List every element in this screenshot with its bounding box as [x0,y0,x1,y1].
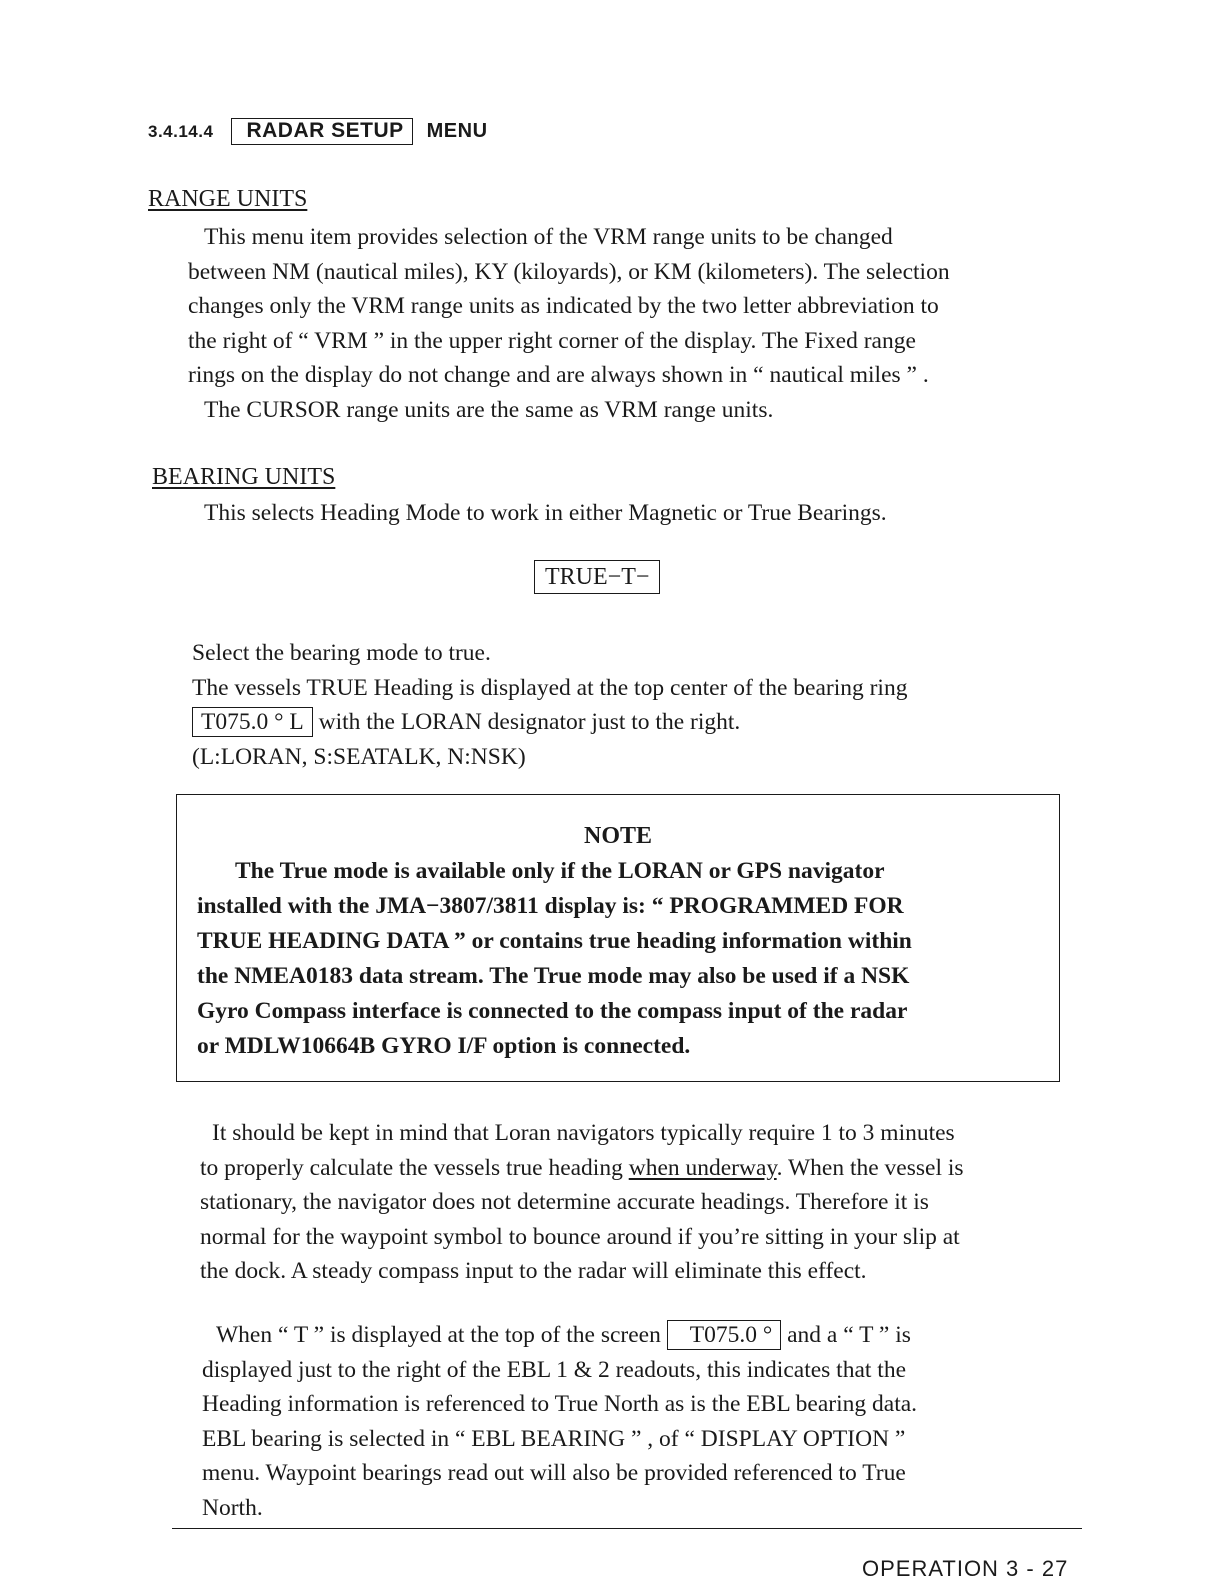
range-units-paragraph [188,220,1072,427]
page-footer: OPERATION 3 - 27 [862,1556,1069,1581]
loran-paragraph [200,1116,1084,1289]
bearing-line: The vessels TRUE Heading is displayed at the top center of the bearing ring [192,674,908,701]
bearing-line: Select the bearing mode to true. [192,640,491,666]
true-north-paragraph [202,1318,1086,1525]
bearing-mode-paragraph [192,636,1052,774]
true-line: menu. Waypoint bearings read out will also be provided referenced to True [202,1460,906,1486]
true-line-part: When “ T ” is displayed at the top of the screen [216,1322,667,1348]
range-units-line: rings on the display do not change and are always shown in “ nautical miles ” . [188,362,929,388]
bearing-line: (L:LORAN, S:SEATALK, N:NSK) [192,743,526,770]
section-number: 3.4.14.4 [148,121,214,141]
bearing-units-intro-text: This selects Heading Mode to work in either Magnetic or True Bearings. [204,500,887,526]
note-line: installed with the JMA−3807/3811 display is: “ PROGRAMMED FOR [197,893,904,919]
true-line: North. [202,1494,263,1521]
range-units-line: This menu item provides selection of the VRM range units to be changed [204,224,893,250]
note-line: or MDLW10664B GYRO I/F option is connected. [197,1033,691,1059]
section-title-suffix: MENU [426,120,488,142]
section-header [148,118,488,145]
note-box [176,794,1060,1082]
range-units-line: the right of “ VRM ” in the upper right corner of the display. The Fixed range [188,327,916,354]
range-units-line: changes only the VRM range units as indicated by the two letter abbreviation to [188,293,939,319]
range-units-line: between NM (nautical miles), KY (kiloyards), or KM (kilometers). The selection [188,258,950,285]
loran-line: the dock. A steady compass input to the radar will eliminate this effect. [200,1258,867,1284]
loran-line: normal for the waypoint symbol to bounce around if you’re sitting in your slip at [200,1223,960,1250]
range-units-line: The CURSOR range units are the same as VRM range units. [204,396,774,423]
bearing-line-rest: with the LORAN designator just to the right. [312,709,741,735]
section-boxed-title: RADAR SETUP [231,118,412,145]
loran-line [200,1151,1084,1186]
note-line: Gyro Compass interface is connected to the compass input of the radar [197,998,908,1024]
note-line: The True mode is available only if the LORAN or GPS navigator [235,858,885,884]
footer-divider [172,1528,1082,1529]
bearing-line [192,705,1052,740]
true-mode-box: TRUE−T− [534,560,660,594]
bearing-units-intro [204,496,1064,531]
range-units-heading: RANGE UNITS [148,186,308,212]
loran-line-part: to properly calculate the vessels true heading [200,1154,629,1181]
when-underway-emphasis: when underway [628,1154,777,1181]
true-line-part: and a “ T ” is [781,1322,911,1348]
true-line: displayed just to the right of the EBL 1 & 2 readouts, this indicates that the [202,1356,907,1383]
note-line: the NMEA0183 data stream. The True mode may also be used if a NSK [197,963,910,989]
bearing-units-heading: BEARING UNITS [152,464,336,490]
true-line [202,1318,1086,1353]
note-line: TRUE HEADING DATA ” or contains true heading information within [197,928,912,954]
loran-line: stationary, the navigator does not determine accurate headings. Therefore it is [200,1189,929,1215]
loran-line-part: . When the vessel is [776,1154,964,1181]
note-title: NOTE [583,823,652,849]
heading-readout-box: T075.0 ° L [192,707,313,737]
true-line: Heading information is referenced to True North as is the EBL bearing data. [202,1391,918,1417]
true-line: EBL bearing is selected in “ EBL BEARING ” , of “ DISPLAY OPTION ” [202,1425,906,1452]
loran-line: It should be kept in mind that Loran navigators typically require 1 to 3 minutes [212,1120,955,1146]
heading-readout-box-2: T075.0 ° [667,1320,782,1350]
